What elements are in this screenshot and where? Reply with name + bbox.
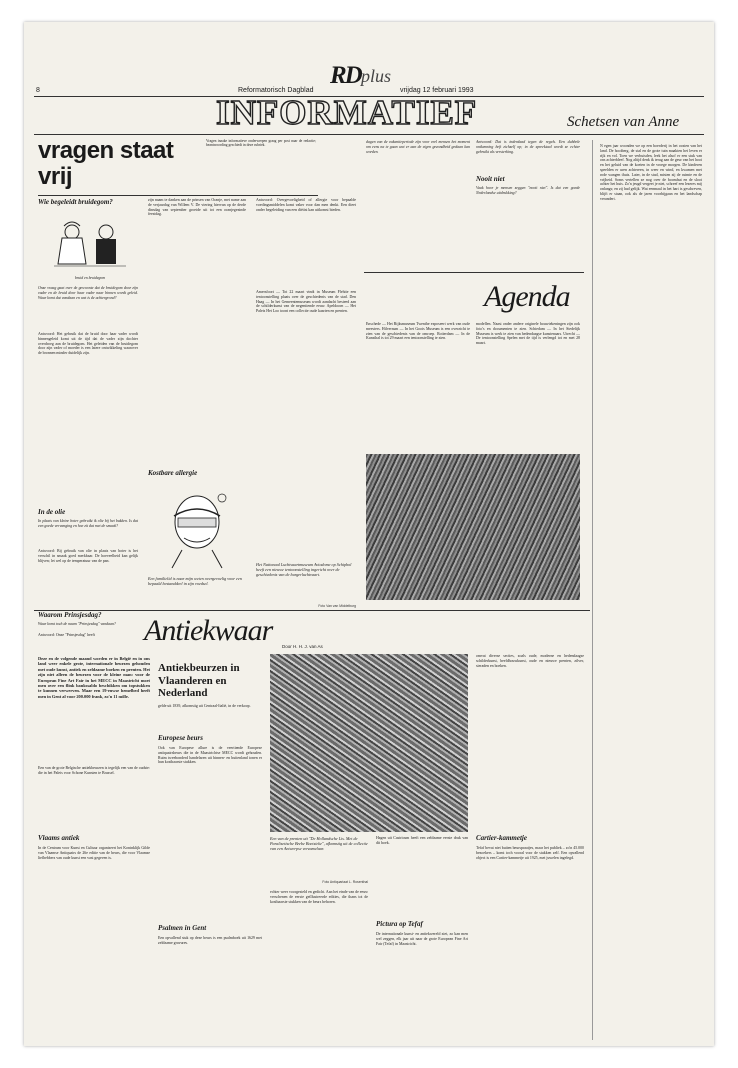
antiekwaar-col3: echter weer voorgesteld en gedicht. Aan het einde van de eeuw verschenen de eerste geïllustreerde edities, die thans tot de kostbaarste stukken van de beurs behoren. — [270, 890, 368, 904]
cartier-title: Cartier-kammetje — [476, 834, 527, 842]
rd-logo: RD — [330, 62, 361, 89]
q1-text: Onze vraag gaat over de gewoonte dat de bruidegom door zijn vader en de bruid door haar vader naar binnen wordt geleid. Waar komt dat vandaan en wat is de achtergrond? — [38, 286, 138, 300]
agenda-col3: modellen. Naast onder andere originele bouwtekeningen zijn ook foto's en documenten te zien. Schiedam — In het Stedelijk Museum is werk te zien van hedendaagse kunstenaars. Utrecht — De tentoonstelling Spelen met de tijd is verlengd tot en met 28 maart. — [476, 322, 580, 346]
antiekwaar-col4: Hagen uit Castricum heeft een zeldzame eerste druk van dit boek. — [376, 836, 468, 845]
antiekwaar-col1: Een van de grote Belgische antiekbeurzen is tegelijk een van de oudste: die in het Paleis voor Schone Kunsten te Brussel. — [38, 766, 150, 775]
antiekwaar-col5: omvat diverse secties, zoals oude, moderne en hedendaagse schilderkunst, beeldhouwkunst, oude en nieuwe prenten, zilver, sieraden en boeken. — [476, 654, 584, 668]
psalmen-text: Een opvallend stuk op deze beurs is een psalmboek uit 1629 met zeldzame gravures. — [158, 936, 262, 945]
psalmen-title: Psalmen in Gent — [158, 924, 207, 932]
antiekwaar-title: Antiekwaar — [144, 614, 273, 647]
agenda-col2: Enschede — Het Rijksmuseum Twenthe exposeert werk van oude meesters. Hilversum — In het Goois Museum is een overzicht te zien van de geschiedenis van de omroep. Rotterdam — In de Kunsthal is tot 29 maart een tentoonstelling te zien. — [366, 322, 470, 341]
q1-answer: Antwoord: Het gebruik dat de bruid door haar vader wordt binnengeleid komt uit de tijd dat de vader zijn dochter overdroeg aan de bruidegom. Het geleiden van de bruidegom door zijn vader of moeder is een latere ontwikkeling waarover de bronnen minder duidelijk zijn. — [38, 332, 138, 356]
antiekwaar-photo-caption: Een van de prenten uit "De Hollandsche Lis. Met de Paralisetische Brebe Boetsieke", afkomstig uit de collectie van een Antwerpse verzamelaar. — [270, 836, 368, 851]
antiekwaar-headline: Antiekbeurzen in Vlaanderen en Nederland — [158, 662, 240, 699]
engraving-illustration — [270, 654, 468, 832]
agenda-rule — [364, 272, 584, 273]
vragen-col4-top: dagen van de vakantieperiode zijn voor veel mensen het moment om eens na te gaan wat er aan de eigen gezondheid gedaan kan worden. — [366, 140, 470, 154]
q3-title: Waarom Prinsjesdag? — [38, 611, 102, 619]
agenda-title: Agenda — [484, 280, 570, 313]
pictura-title: Pictura op Tefaf — [376, 920, 423, 928]
antiekwaar-rule — [34, 610, 590, 611]
vlaams-title: Vlaams antiek — [38, 834, 80, 842]
section-title: INFORMATIEF — [216, 93, 478, 132]
antiekwaar-col2: gelde uit 1839, afkomstig uit Centraal-Italië, in de verkoop. — [158, 704, 251, 708]
q2-answer: Antwoord: Bij gebruik van olie in plaats van boter is het verschil in smaak goed merkbaar. De hoeveelheid kan gelijk blijven; let wel op de temperatuur van de pan. — [38, 549, 138, 563]
agenda-col1: Amersfoort — Tot 22 maart vindt in Museum Flehite een tentoonstelling plaats over de geschiedenis van de stad. Den Haag — In het Gemeentemuseum wordt aandacht besteed aan de schilderkunst van de negentiende eeuw. Apeldoorn — Het Paleis Het Loo toont een collectie oude kaarten en prenten. — [256, 290, 356, 314]
cartoon-caption: bruid en bruidegom — [74, 276, 106, 280]
antiekwaar-photo-credit: Foto Antiquariaat L. Rosenthal — [322, 880, 368, 884]
rd-logo-plus: plus — [361, 66, 392, 86]
header-rule-bottom — [34, 134, 704, 135]
agenda-photo-caption: Het Nationaal Luchtvaartmuseum Aviodome op Schiphol heeft een nieuwe tentoonstelling ingericht over de geschiedenis van de burgerluchtvaart. — [256, 562, 352, 577]
vragen-intro: Vragen inzake informatieve onderwerpen graag per post naar de redactie; beantwoording geschiedt in deze rubriek. — [206, 139, 316, 148]
newspaper-page — [24, 22, 714, 1046]
q1-title: Wie begeleidt bruidegom? — [38, 198, 113, 206]
vragen-rule — [38, 195, 318, 196]
page-number: 8 — [36, 87, 40, 94]
schetsen-divider — [592, 140, 593, 1040]
aviodome-photo — [366, 454, 580, 600]
kostbare-title: Kostbare allergie — [148, 469, 198, 477]
q2-text: In plaats van kleine boter gebruikt ik olie bij het bakken. Is dat een goede vervanging en hoe zit dat met de smaak? — [38, 519, 138, 528]
vragen-col3: Antwoord: Overgevoeligheid of allergie voor bepaalde voedingsmiddelen komt vaker voor dan men denkt. Een dieet onder begeleiding van een diëtist kan uitkomst bieden. — [256, 198, 356, 212]
paper-name: Reformatorisch Dagblad — [238, 87, 314, 94]
vragen-title: vragen staat vrij — [38, 137, 174, 190]
antiekwaar-intro: Deze en de volgende maand worden er in België en in ons land weer enkele grote, internationale beurzen gehouden met oude kunst, antiek en zeldzame boeken en prenten. Het zijn niet alleen de beurzen voor de kleine man: voor de European Fine Art Fair in het MECC in Maastricht moet men over een flink bankssaldo beschikken om topstukken te kunnen verwerven. Maar een 19-euwse hemelbed heeft men in Gent al voor 200.000 frank, zo'n 11 mille. — [38, 656, 150, 699]
europese-text: Ook van Europese allure is de veertiende Europese antiquairsbeurs die in de Maastrichtse MECC wordt gehouden. Ruim tweehonderd handelaren uit binnen- en buitenland tonen er hun kostbaarste stukken. — [158, 746, 262, 765]
europese-title: Europese beurs — [158, 734, 203, 742]
q3-text: Waar komt toch de naam "Prinsjesdag" vandaan? — [38, 622, 116, 626]
allergy-illustration — [152, 482, 242, 572]
nooit-niet-title: Nooit niet — [476, 175, 505, 183]
schetsen-title: Schetsen van Anne — [567, 114, 680, 130]
q2-title: In de olie — [38, 508, 66, 516]
nooit-niet-text: Vaak hoor je mensen zeggen "nooit niet". Is dat een goede Nederlandse uitdrukking? — [476, 186, 580, 195]
schetsen-text: N egen jaar woonden we op een boerderij in het oosten van het land. De hooiberg, de stal en de grote tuin maakten het leven er rijk en vol. Toen we verhuisden, leek het alsof er een stuk van ons achterbleef. Nog altijd denk ik terug aan de geur van het hooi en het geluid van de koeien in de vroege morgen. De kinderen speelden er uren achtereen, in weer en wind, en kwamen met rode wangen thuis. Later, in de stad, misten zij de ruimte en de vrijheid. Soms vertellen ze nog over de boomhut en de sloot achter het huis. Zo'n jeugd vergeet je niet, schreef een lezeres mij onlangs; en zij had gelijk. Wat eenmaal in het hart is geschreven, blijft er staan, ook als de jaren voorbijgaan en het landschap verandert. — [600, 144, 702, 201]
q3-answer: Antwoord: Onze "Prinsjesdag" heeft — [38, 633, 95, 637]
vragen-col5-top: Antwoord: Dat is inderdaad tegen de regels. Een dubbele ontkenning heft zichzelf op; in de spreektaal wordt ze echter gebruikt als versterking. — [476, 140, 580, 154]
issue-date: vrijdag 12 februari 1993 — [400, 87, 474, 94]
cartier-text: Tefaf bevat niet buiten beurspraatjes, maar het publiek – zo'n 45.000 bezoekers – komt toch vooral voor de stukken zelf. Een opvallend object is een Cartier-kammetje uit 1925, met juwelen ingelegd. — [476, 846, 584, 860]
pictura-text: De internationale kunst- en antiekwereld ziet, zo kan men wel zeggen, elk jaar uit naar de grote European Fine Art Fair (Tefaf) in Maastricht. — [376, 932, 468, 946]
antiekwaar-author: Door H. H. J. van As — [282, 644, 323, 649]
vlaams-text: In de Centrum voor Kunst en Cultuur organiseert het Koninklijk Gilde van Vlaamse Antiquairs de 26e editie van de beurs, die voor Vlaamse liefhebbers van oude kunst een vast gegeven is. — [38, 846, 150, 860]
bride-groom-cartoon — [44, 218, 136, 276]
kostbare-caption: Een familielid is naar mijn weten overgevoelig voor een bepaald bestanddeel in zijn voedsel. — [148, 576, 242, 586]
agenda-photo-credit: Foto Van van Middelburg — [318, 604, 356, 608]
vragen-col2: zijn naam te danken aan de prinsen van Oranje, met name aan de verjaardag van Willem V. De viering hiervan op de derde dinsdag van september groeide uit tot een oranjegezinde feestdag. — [148, 198, 246, 217]
